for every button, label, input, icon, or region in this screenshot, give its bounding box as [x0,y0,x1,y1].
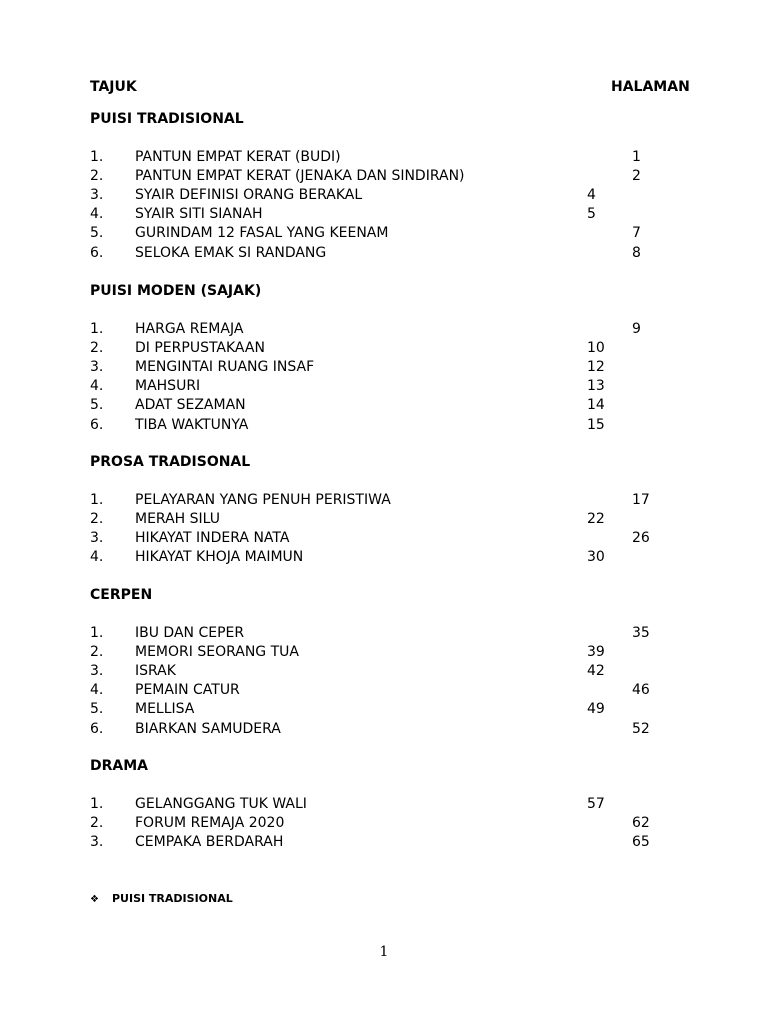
entry-number: 3. [90,359,104,376]
toc-entry [0,244,768,263]
entry-page-number: 22 [587,511,605,528]
entry-title: ISRAK [135,663,176,680]
toc-entry [0,339,768,358]
page-number: 1 [379,944,389,960]
entry-number: 6. [90,720,104,737]
entry-page-number: 52 [632,720,650,737]
toc-entry [0,186,768,205]
entry-number: 4. [90,206,104,223]
entry-title: PELAYARAN YANG PENUH PERISTIWA [135,492,391,508]
toc-entry [0,491,768,510]
entry-number: 2. [90,340,104,357]
entry-page-number: 13 [587,378,605,395]
entry-title: CEMPAKA BERDARAH [135,834,284,851]
entry-number: 1. [90,492,104,508]
entry-page-number: 4 [587,187,596,204]
entry-page-number: 14 [587,397,605,414]
entry-number: 3. [90,834,104,851]
entry-page-number: 65 [632,834,650,851]
entry-page-number: 8 [632,244,641,261]
entry-number: 5. [90,701,104,718]
toc-entry [0,720,768,739]
entry-page-number: 62 [632,815,650,832]
section-title: PUISI TRADISIONAL [90,111,244,127]
header-halaman: HALAMAN [611,79,690,95]
entry-page-number: 2 [632,168,641,185]
entry-title: FORUM REMAJA 2020 [135,815,285,832]
entry-page-number: 9 [632,321,641,337]
entry-title: SYAIR SITI SIANAH [135,206,263,223]
entry-page-number: 12 [587,359,605,376]
entry-title: HIKAYAT INDERA NATA [135,530,290,547]
entry-page-number: 42 [587,663,605,680]
entry-number: 4. [90,549,104,566]
toc-entry [0,358,768,377]
toc-entry [0,662,768,681]
toc-entry [0,510,768,529]
entry-page-number: 46 [632,682,650,699]
entry-title: MAHSURI [135,378,201,395]
entry-title: PANTUN EMPAT KERAT (JENAKA DAN SINDIRAN) [135,168,465,185]
toc-entry [0,224,768,243]
entry-title: BIARKAN SAMUDERA [135,720,281,737]
entry-number: 3. [90,530,104,547]
section-title: PUISI MODEN (SAJAK) [90,283,262,299]
entry-title: SELOKA EMAK SI RANDANG [135,244,327,261]
entry-title: MELLISA [135,701,195,718]
entry-title: PANTUN EMPAT KERAT (BUDI) [135,149,341,165]
entry-page-number: 5 [587,206,596,223]
entry-number: 1. [90,321,104,337]
entry-title: MENGINTAI RUANG INSAF [135,359,315,376]
entry-number: 1. [90,149,104,165]
toc-entry [0,795,768,814]
entry-title: IBU DAN CEPER [135,625,245,641]
entry-number: 3. [90,663,104,680]
section-title: CERPEN [90,587,153,603]
toc-entry [0,529,768,548]
entry-number: 2. [90,644,104,661]
entry-number: 2. [90,168,104,185]
entry-title: PEMAIN CATUR [135,682,240,699]
entry-title: ADAT SEZAMAN [135,397,246,414]
entry-title: MEMORI SEORANG TUA [135,644,299,661]
entry-page-number: 35 [632,625,650,641]
entry-number: 5. [90,397,104,414]
entry-number: 4. [90,378,104,395]
entry-title: TIBA WAKTUNYA [135,416,249,433]
toc-entry [0,681,768,700]
section-title: PROSA TRADISONAL [90,454,251,470]
toc-entry [0,548,768,567]
toc-entry [0,148,768,167]
entry-title: HIKAYAT KHOJA MAIMUN [135,549,304,566]
section-title: DRAMA [90,758,149,774]
toc-entry [0,624,768,643]
entry-page-number: 30 [587,549,605,566]
entry-title: MERAH SILU [135,511,221,528]
bottom-heading-text: PUISI TRADISIONAL [112,892,233,905]
entry-page-number: 1 [632,149,641,165]
entry-title: GELANGGANG TUK WALI [135,796,307,812]
toc-entry [0,377,768,396]
entry-number: 4. [90,682,104,699]
entry-number: 6. [90,416,104,433]
toc-entry [0,396,768,415]
toc-entry [0,833,768,852]
entry-number: 1. [90,625,104,641]
entry-title: SYAIR DEFINISI ORANG BERAKAL [135,187,363,204]
toc-entry [0,643,768,662]
entry-number: 2. [90,511,104,528]
entry-title: GURINDAM 12 FASAL YANG KEENAM [135,225,389,242]
entry-page-number: 17 [632,492,650,508]
toc-entry [0,167,768,186]
toc-entry [0,320,768,339]
toc-entry [0,205,768,224]
toc-entry [0,416,768,435]
bottom-section-heading [90,891,233,907]
header-tajuk: TAJUK [90,79,137,95]
entry-title: HARGA REMAJA [135,321,244,337]
toc-entry [0,700,768,719]
entry-page-number: 7 [632,225,641,242]
entry-number: 6. [90,244,104,261]
entry-page-number: 57 [587,796,605,812]
diamond-bullet-icon: ❖ [90,894,99,905]
entry-page-number: 10 [587,340,605,357]
entry-page-number: 15 [587,416,605,433]
entry-number: 3. [90,187,104,204]
toc-entry [0,814,768,833]
entry-page-number: 39 [587,644,605,661]
entry-number: 2. [90,815,104,832]
entry-page-number: 49 [587,701,605,718]
entry-page-number: 26 [632,530,650,547]
entry-title: DI PERPUSTAKAAN [135,340,265,357]
entry-number: 1. [90,796,104,812]
entry-number: 5. [90,225,104,242]
